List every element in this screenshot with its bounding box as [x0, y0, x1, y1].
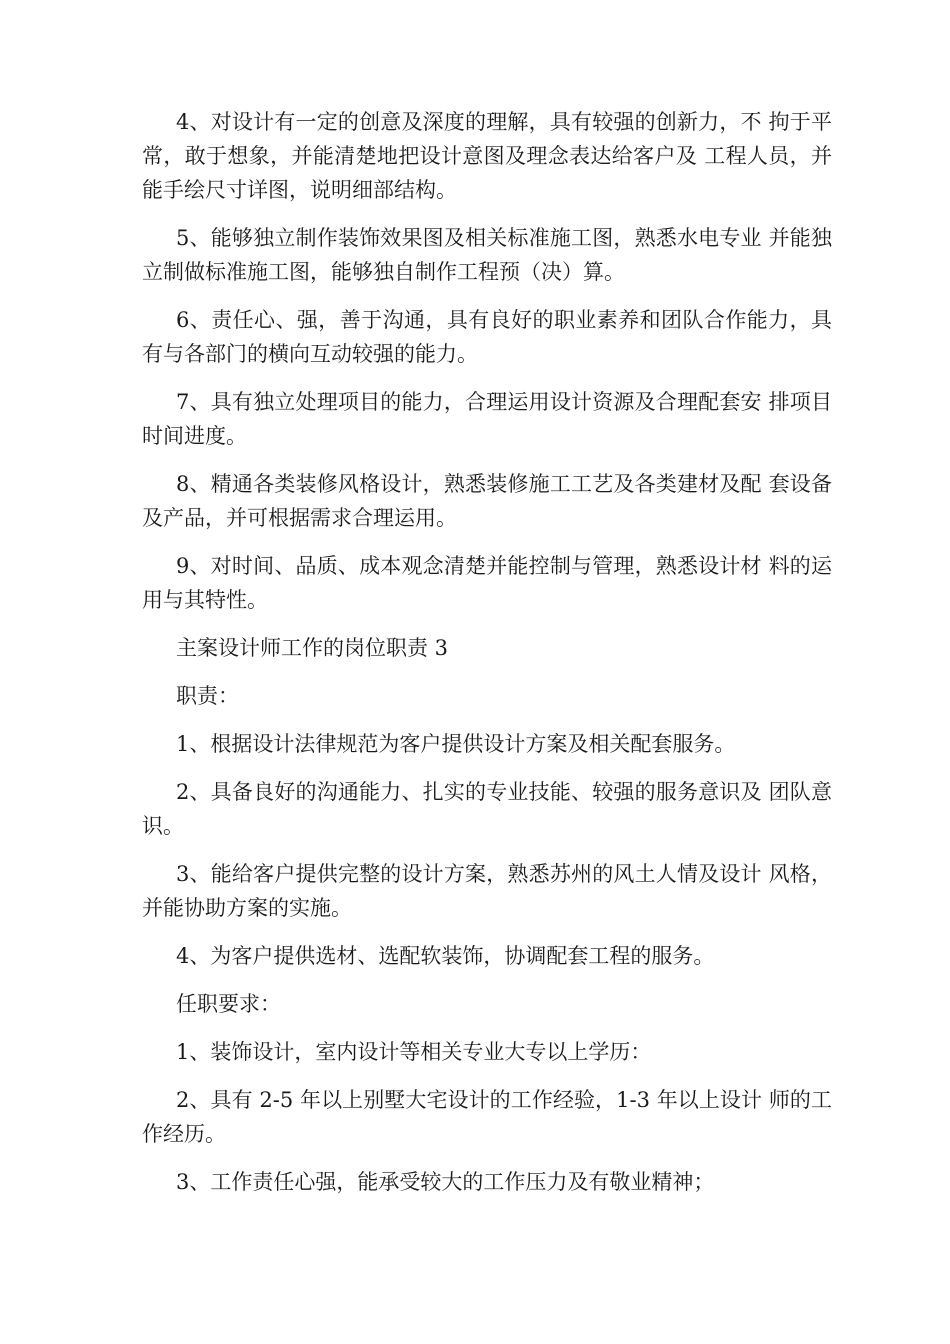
qualification-item-3: 3、工作责任心强，能承受较大的工作压力及有敬业精神；	[176, 1170, 715, 1194]
requirement-item-8: 8、精通各类装修风格设计，熟悉装修施工工艺及各类建材及配 套设备及产品，并可根据需求合理运用。	[142, 472, 832, 530]
requirement-item-9: 9、对时间、品质、成本观念清楚并能控制与管理，熟悉设计材 料的运用与其特性。	[142, 554, 832, 612]
duty-item-2: 2、具备良好的沟通能力、扎实的专业技能、较强的服务意识及 团队意识。	[142, 780, 832, 838]
duty-item-3: 3、能给客户提供完整的设计方案，熟悉苏州的风土人情及设计 风格，并能协助方案的实施。	[142, 862, 832, 920]
requirement-item-7: 7、具有独立处理项目的能力，合理运用设计资源及合理配套安 排项目时间进度。	[142, 390, 832, 448]
section-heading: 主案设计师工作的岗位职责 3	[176, 636, 449, 660]
requirement-item-5: 5、能够独立制作装饰效果图及相关标准施工图，熟悉水电专业 并能独立制做标准施工图，能够独自制作工程预（决）算。	[142, 226, 832, 284]
duty-item-4: 4、为客户提供选材、选配软装饰，协调配套工程的服务。	[176, 944, 715, 968]
requirement-item-4: 4、对设计有一定的创意及深度的理解，具有较强的创新力，不 拘于平常，敢于想象，并能清楚地把设计意图及理念表达给客户及 工程人员，并能手绘尺寸详图，说明细部结构。	[142, 110, 832, 202]
qualification-item-2: 2、具有 2-5 年以上别墅大宅设计的工作经验，1-3 年以上设计 师的工作经历。	[142, 1088, 832, 1146]
duties-heading: 职责：	[176, 684, 239, 708]
document-body	[142, 105, 832, 1213]
duty-item-1: 1、根据设计法律规范为客户提供设计方案及相关配套服务。	[176, 732, 736, 756]
qualification-item-1: 1、装饰设计，室内设计等相关专业大专以上学历：	[176, 1040, 652, 1064]
qualifications-heading: 任职要求：	[176, 992, 281, 1016]
requirement-item-6: 6、责任心、强，善于沟通，具有良好的职业素养和团队合作能力，具有与各部门的横向互动较强的能力。	[142, 308, 832, 366]
